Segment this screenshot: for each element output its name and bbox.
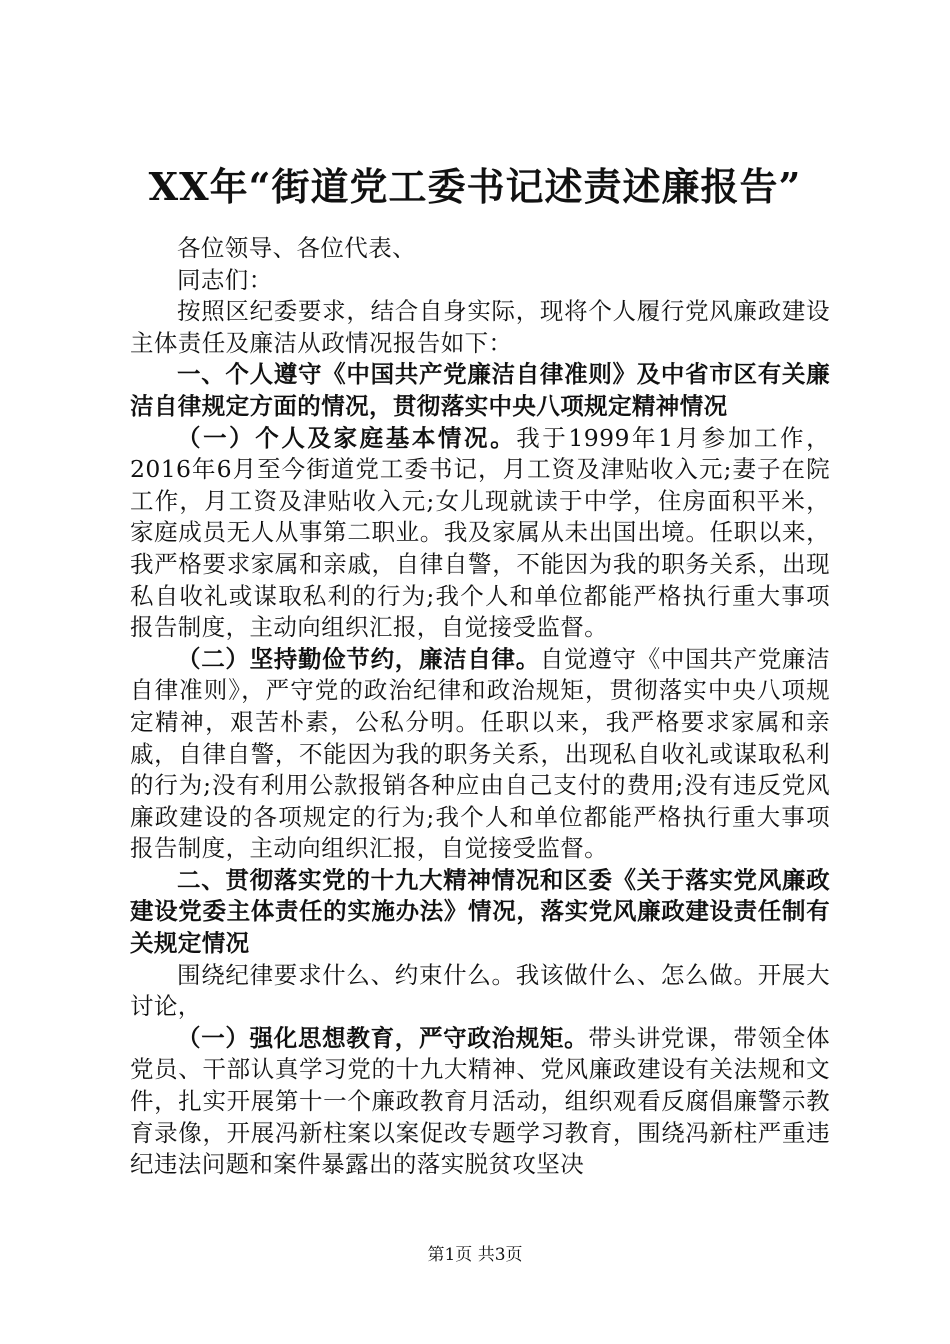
section-2-intro: 围绕纪律要求什么、约束什么。我该做什么、怎么做。开展大讨论， bbox=[130, 960, 830, 1021]
section-2-item-1-lead: （一）强化思想教育，严守政治规矩。 bbox=[177, 1023, 589, 1052]
section-1-item-1-text: 我于1999年1月参加工作，2016年6月至今街道党工委书记，月工资及津贴收入元;妻子在院工作，月工资及津贴收入元;女儿现就读于中学，住房面积平米，家庭成员无人从事第二职业。我及家属从未出国出境。任职以来，我严格要求家属和亲戚，自律自警，不能因为我的职务关系，出现私自收礼或谋取私利的行为;我个人和单位都能严格执行重大事项报告制度，主动向组织汇报，自觉接受监督。 bbox=[130, 423, 831, 642]
section-1-item-1-lead: （一）个人及家庭基本情况。 bbox=[177, 423, 517, 452]
intro-paragraph: 按照区纪委要求，结合自身实际，现将个人履行党风廉政建设主体责任及廉洁从政情况报告如下： bbox=[130, 297, 830, 357]
page-number-footer: 第1页 共3页 bbox=[427, 1245, 523, 1265]
document-title: XX年“街道党工委书记述责述廉报告” bbox=[148, 164, 802, 209]
section-2-heading: 二、贯彻落实党的十九大精神情况和区委《关于落实党风廉政建设党委主体责任的实施办法》情况，落实党风廉政建设责任制有关规定情况 bbox=[130, 865, 830, 958]
section-1-item-2-lead: （二）坚持勤俭节约，廉洁自律。 bbox=[177, 644, 540, 673]
section-1-item-1 bbox=[130, 423, 830, 644]
section-1-item-2-text: 自觉遵守《中国共产党廉洁自律准则》，严守党的政治纪律和政治规矩，贯彻落实中央八项规定精神，艰苦朴素，公私分明。任职以来，我严格要求家属和亲戚，自律自警，不能因为我的职务关系，出现私自收礼或谋取私利的行为;没有利用公款报销各种应由自己支付的费用;没有违反党风廉政建设的各项规定的行为;我个人和单位都能严格执行重大事项报告制度，主动向组织汇报，自觉接受监督。 bbox=[130, 644, 830, 863]
salutation-comrades: 同志们： bbox=[177, 265, 273, 294]
section-2-item-1-text: 带头讲党课，带领全体党员、干部认真学习党的十九大精神、党风廉政建设有关法规和文件，扎实开展第十一个廉政教育月活动，组织观看反腐倡廉警示教育录像，开展冯新柱案以案促改专题学习教育，围绕冯新柱严重违纪违法问题和案件暴露出的落实脱贫攻坚决 bbox=[130, 1023, 830, 1179]
section-1-item-2 bbox=[130, 644, 830, 865]
salutation-leaders: 各位领导、各位代表、 bbox=[177, 234, 416, 262]
section-1-heading: 一、个人遵守《中国共产党廉洁自律准则》及中省市区有关廉洁自律规定方面的情况，贯彻落实中央八项规定精神情况 bbox=[130, 360, 830, 420]
section-2-item-1 bbox=[130, 1023, 830, 1181]
document-body bbox=[130, 233, 830, 1181]
